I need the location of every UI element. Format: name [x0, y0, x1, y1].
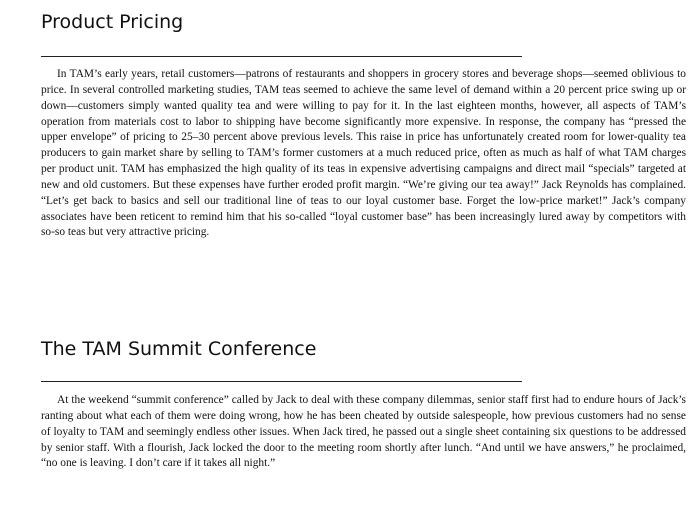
- section-divider: [41, 381, 522, 382]
- section-title-product-pricing: Product Pricing: [41, 11, 184, 33]
- paragraph-product-pricing: In TAM’s early years, retail customers—patrons of restaurants and shoppers in grocery stores and beverage shops—seemed oblivious to price. In several controlled marketing studies, TAM teas seemed to achieve the same level of demand within a 20 percent price swing up or down—customers simply wanted quality tea and were willing to pay for it. In the last eighteen months, however, all aspects of TAM’s operation from materials cost to labor to shipping have become significantly more expensive. In response, the company has “pressed the upper envelope” of pricing to 25–30 percent above previous levels. This raise in price has unfortunately created room for lower-quality tea producers to gain market share by selling to TAM’s former customers at a much reduced price, often as much as half of what TAM charges per product unit. TAM has emphasized the high quality of its teas in expensive advertising campaigns and direct mail “specials” targeted at new and old customers. But these expenses have further eroded profit margin. “We’re giving our tea away!” Jack Reynolds has complained. “Let’s get back to basics and sell our traditional line of teas to our loyal customer base. Forget the low-price market!” Jack’s company associates have been reticent to remind him that his so-called “loyal customer base” has been increasingly lured away by competitors with so-so teas but very attractive pricing.: [41, 68, 686, 239]
- section-title-tam-summit-conference: The TAM Summit Conference: [41, 338, 317, 360]
- section-divider: [41, 56, 522, 57]
- paragraph-tam-summit-conference: At the weekend “summit conference” called by Jack to deal with these company dilemmas, senior staff first had to endure hours of Jack’s ranting about what each of them were doing wrong, how he has been cheated by outside salespeople, how previous customers had no sense of loyalty to TAM and seemingly endless other issues. When Jack tired, he passed out a single sheet containing six questions to be addressed by senior staff. With a flourish, Jack locked the door to the meeting room shortly after lunch. “And until we have answers,” he proclaimed, “no one is leaving. I don’t care if it takes all night.”: [41, 394, 686, 470]
